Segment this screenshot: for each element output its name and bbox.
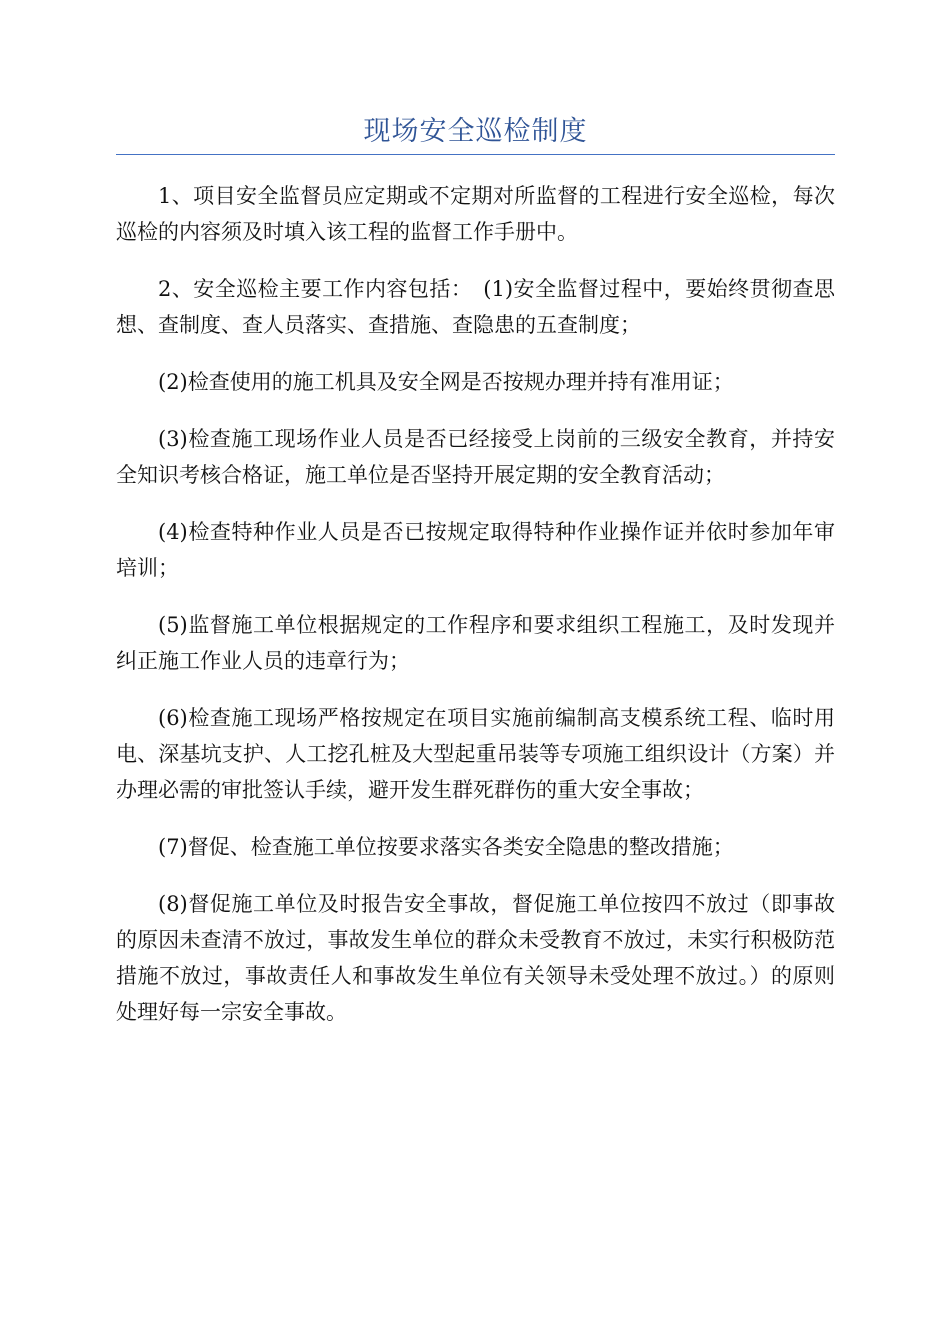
paragraph-8: (7)督促、检查施工单位按要求落实各类安全隐患的整改措施； [158,835,734,859]
document-title: 现场安全巡检制度 [363,116,588,147]
title-underline [116,154,835,155]
paragraph-7: (6)检查施工现场严格按规定在项目实施前编制高支模系统工程、临时用电、深基坑支护、人工挖孔桩及大型起重吊装等专项施工组织设计（方案）并办理必需的审批签认手续，避开发生群死群伤的重大安全事故； [116,706,835,802]
paragraph-5: (4)检查特种作业人员是否已按规定取得特种作业操作证并依时参加年审培训； [116,520,835,580]
paragraph-1: 1、项目安全监督员应定期或不定期对所监督的工程进行安全巡检，每次巡检的内容须及时填入该工程的监督工作手册中。 [116,184,835,244]
paragraph-9: (8)督促施工单位及时报告安全事故，督促施工单位按四不放过（即事故的原因未查清不放过，事故发生单位的群众未受教育不放过，未实行积极防范措施不放过，事故责任人和事故发生单位有关领导未受处理不放过。）的原则处理好每一宗安全事故。 [116,892,835,1024]
paragraph-6: (5)监督施工单位根据规定的工作程序和要求组织工程施工，及时发现并纠正施工作业人员的违章行为； [116,613,835,673]
document-body [116,178,835,1051]
paragraph-2: 2、安全巡检主要工作内容包括： (1)安全监督过程中，要始终贯彻查思想、查制度、查人员落实、查措施、查隐患的五查制度； [116,277,835,337]
paragraph-4: (3)检查施工现场作业人员是否已经接受上岗前的三级安全教育，并持安全知识考核合格证，施工单位是否坚持开展定期的安全教育活动； [116,427,835,487]
paragraph-3: (2)检查使用的施工机具及安全网是否按规办理并持有准用证； [158,370,734,394]
